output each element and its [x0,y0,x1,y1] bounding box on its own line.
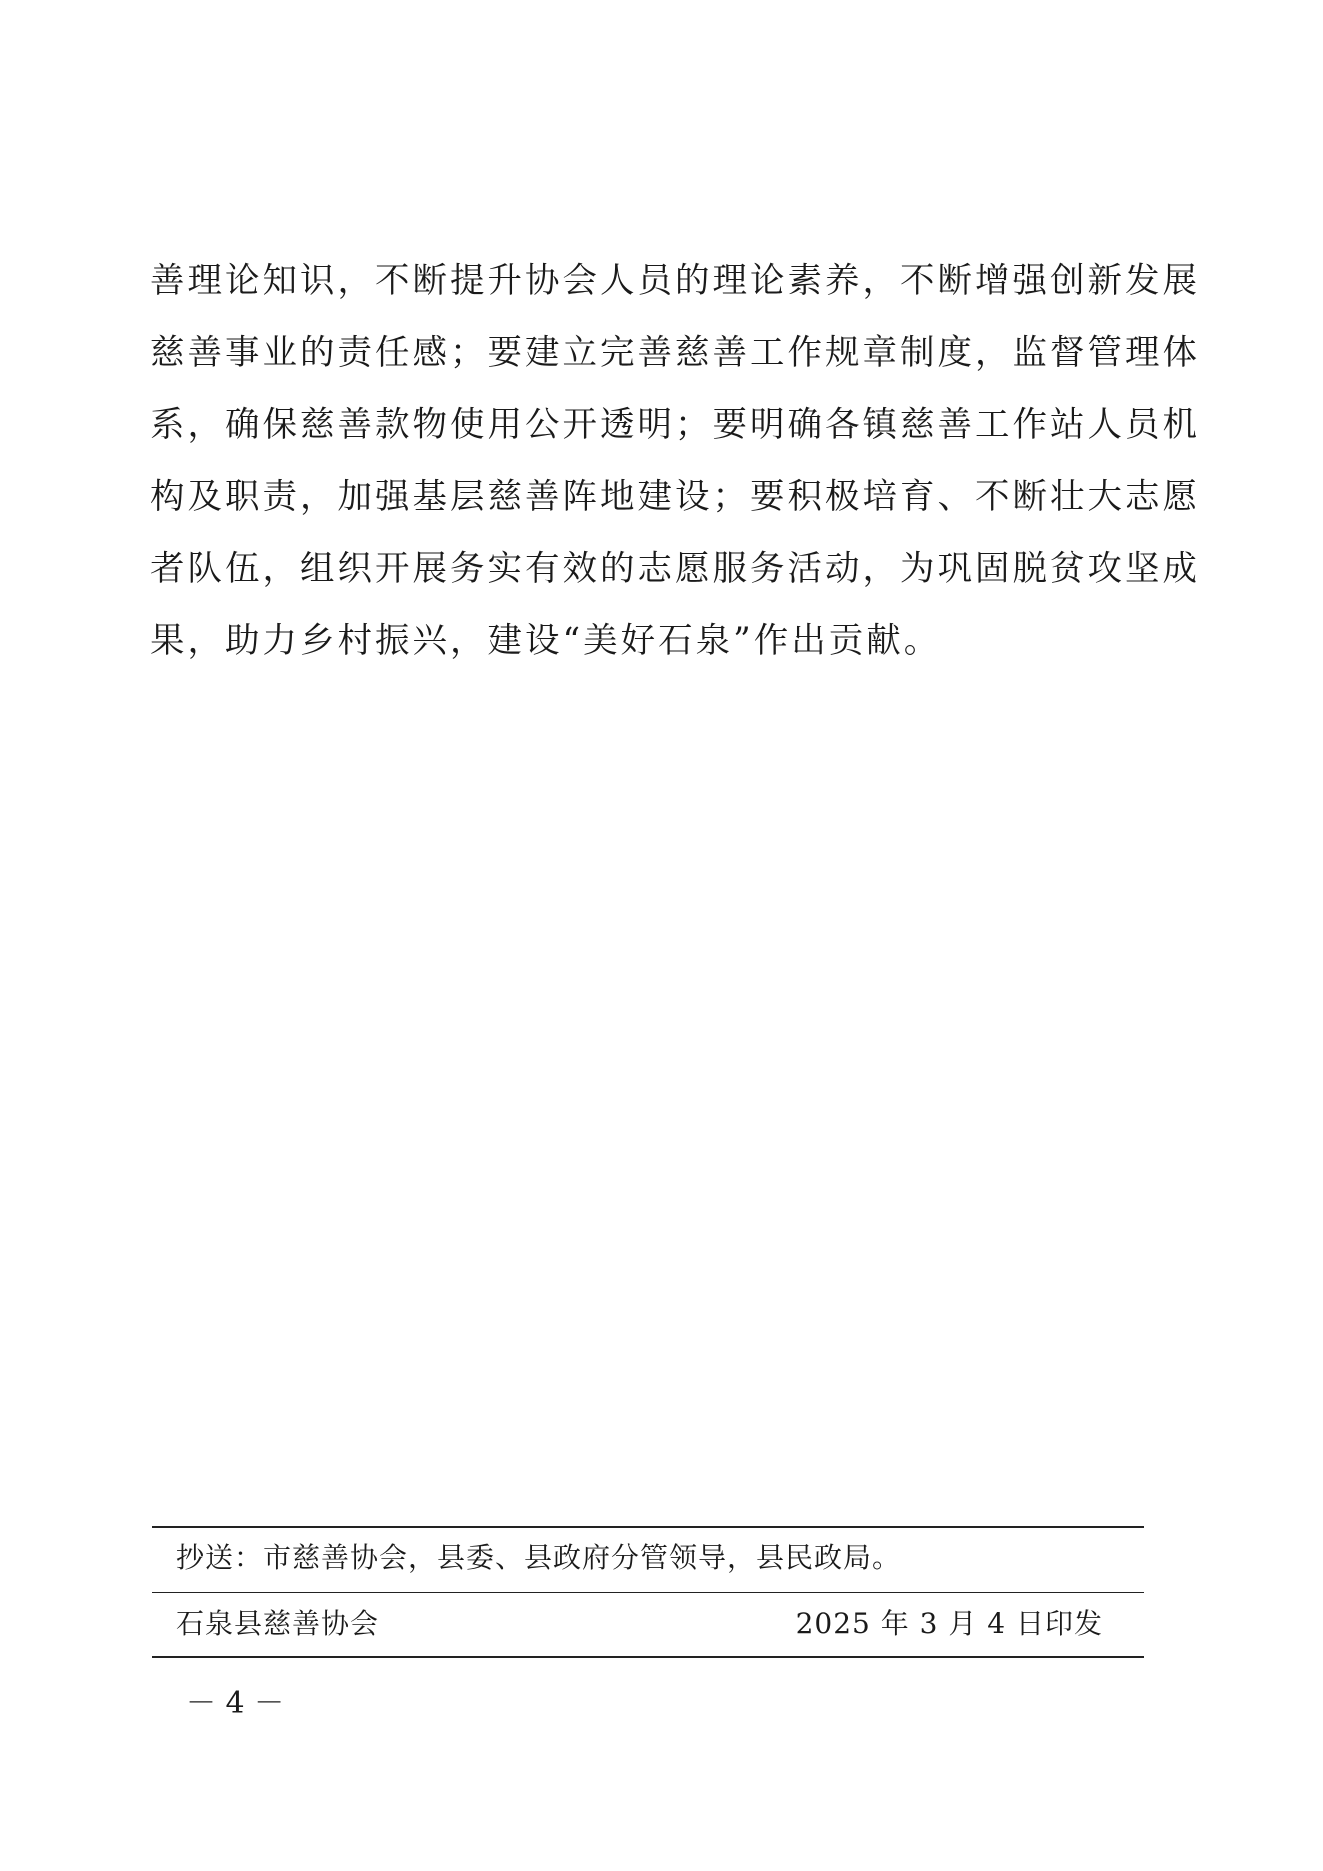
footer-bottom-rule [152,1656,1144,1658]
body-text [150,245,1200,677]
issuing-organization: 石泉县慈善协会 [176,1607,380,1640]
body-line-2: 慈善事业的责任感；要建立完善慈善工作规章制度，监督管理体 [150,333,1200,373]
page-number: － 4 － [186,1686,285,1721]
body-line-5: 者队伍，组织开展务实有效的志愿服务活动，为巩固脱贫攻坚成 [150,549,1200,589]
body-line-1: 善理论知识，不断提升协会人员的理论素养，不断增强创新发展 [150,261,1200,301]
cc-recipients: 抄送：市慈善协会，县委、县政府分管领导，县民政局。 [176,1541,902,1574]
body-line-4: 构及职责，加强基层慈善阵地建设；要积极培育、不断壮大志愿 [150,477,1200,517]
print-date: 2025 年 3 月 4 日印发 [795,1607,1103,1640]
footer-middle-rule [152,1592,1144,1593]
body-line-3: 系，确保慈善款物使用公开透明；要明确各镇慈善工作站人员机 [150,405,1200,445]
body-line-6: 果，助力乡村振兴，建设“美好石泉”作出贡献。 [150,621,942,661]
footer-top-rule [152,1526,1144,1528]
